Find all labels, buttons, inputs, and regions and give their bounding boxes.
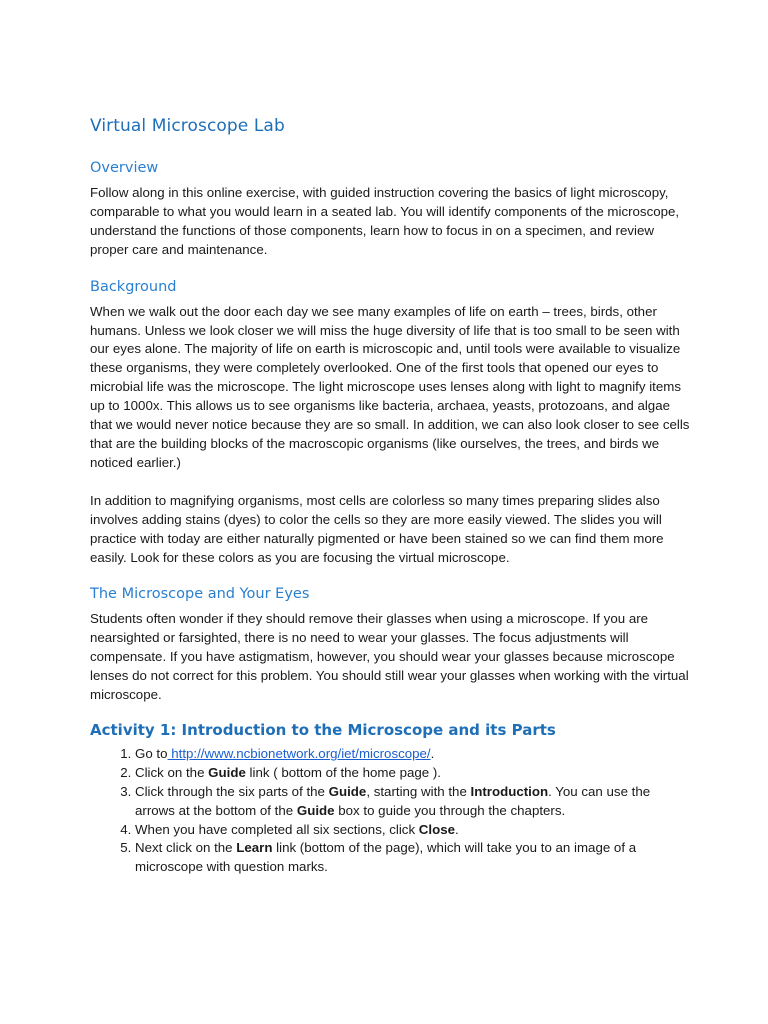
list-item xyxy=(135,764,690,783)
step-text: When you have completed all six sections, click xyxy=(135,821,419,837)
step-text: Click through the six parts of the xyxy=(135,783,329,799)
step-text: . xyxy=(455,821,459,837)
step-text: link ( bottom of the home page ). xyxy=(245,764,441,780)
eyes-heading: The Microscope and Your Eyes xyxy=(90,586,310,603)
activity-1-steps xyxy=(90,745,690,877)
step-bold-term: Learn xyxy=(236,840,273,856)
list-item xyxy=(135,745,690,764)
step-text: link (bottom of the page), which will take you to an image of a microscope with question marks. xyxy=(135,840,637,875)
page-title: Virtual Microscope Lab xyxy=(90,116,285,136)
step-text: , starting with the xyxy=(366,783,471,799)
step-bold-term: Guide xyxy=(296,802,335,818)
step-text: . xyxy=(430,745,435,761)
background-paragraph-1: When we walk out the door each day we see many examples of life on earth – trees, birds, other humans. Unless we look closer we will miss the huge diversity of life that is too small to be seen with our eyes alone. The majority of life on earth is microscopic and, until tools were available to visualize these organisms, they were completely overlooked. One of the first tools that opened our eyes to microbial life was the microscope. The light microscope uses lenses along with light to magnify items up to 1000x. This allows us to see organisms like bacteria, archaea, yeasts, protozoans, and algae that we would never notice because they are so small. In addition, we can also look closer to see cells that are the building blocks of the macroscopic organisms (like ourselves, the trees, and birds we noticed earlier.) xyxy=(90,303,690,470)
document-page xyxy=(90,116,690,877)
overview-heading: Overview xyxy=(90,160,159,176)
step-text: Go to xyxy=(135,745,168,761)
background-heading: Background xyxy=(90,278,177,295)
list-item xyxy=(135,783,690,821)
list-item xyxy=(135,821,690,840)
step-text: Next click on the xyxy=(135,840,237,856)
step-bold-term: Guide xyxy=(208,764,246,780)
overview-paragraph: Follow along in this online exercise, with guided instruction covering the basics of light microscopy, comparable to what you would learn in a seated lab. You will identify components of the microscope, understand the functions of those components, learn how to focus in on a specimen, and review proper care and maintenance. xyxy=(90,185,680,257)
list-item xyxy=(135,839,690,877)
background-paragraph-2: In addition to magnifying organisms, most cells are colorless so many times preparing slides also involves adding stains (dyes) to color the cells so they are more easily viewed. The slides you will practice with today are either naturally pigmented or have been stained so we can find them more easily. Look for these colors as you are focusing the virtual microscope. xyxy=(90,492,664,565)
microscope-site-link[interactable]: http://www.ncbionetwork.org/iet/microscope/ xyxy=(167,745,431,761)
eyes-paragraph: Students often wonder if they should remove their glasses when using a microscope. If you are nearsighted or farsighted, there is no need to wear your glasses. The focus adjustments will compensate. If you have astigmatism, however, you should wear your glasses because microscope lenses do not correct for this problem. You should still wear your glasses when working with the virtual microscope. xyxy=(90,611,689,703)
step-bold-term: Guide xyxy=(328,783,367,799)
step-text: box to guide you through the chapters. xyxy=(334,802,566,818)
step-text: . You can use the arrows at the bottom of the xyxy=(135,783,651,818)
step-text: Click on the xyxy=(135,764,209,780)
step-bold-term: Close xyxy=(418,821,456,837)
activity-1-heading: Activity 1: Introduction to the Microscope and its Parts xyxy=(90,720,556,739)
step-bold-term: Introduction xyxy=(470,783,549,799)
